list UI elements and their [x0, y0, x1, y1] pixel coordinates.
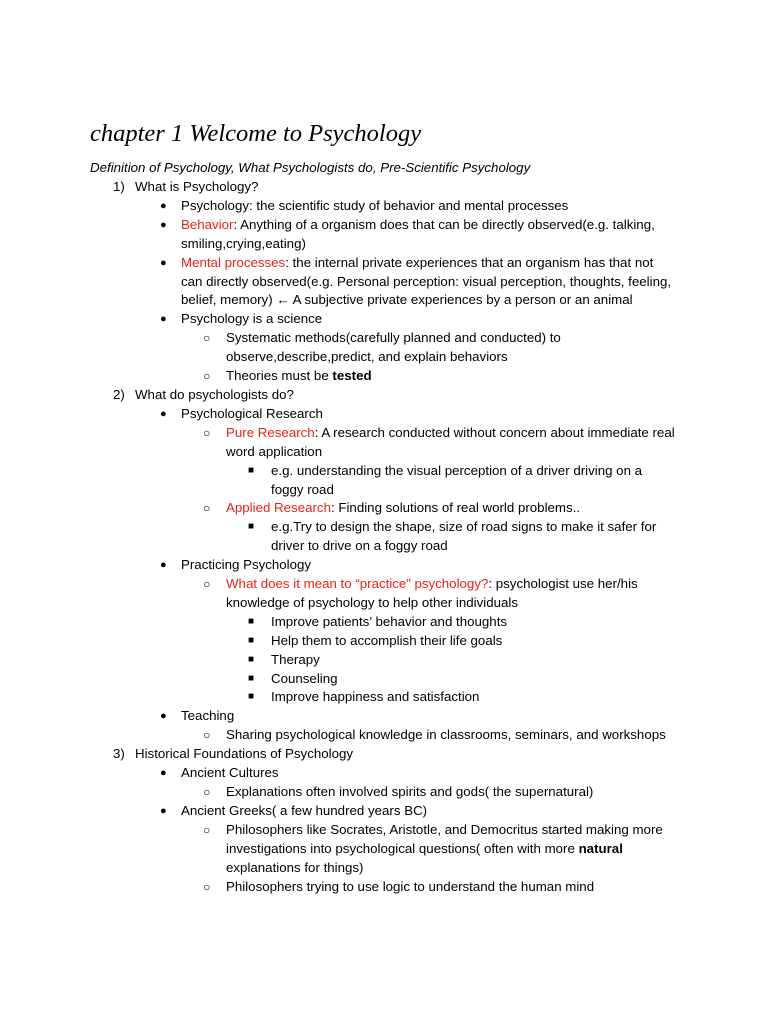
page-title: chapter 1 Welcome to Psychology	[90, 120, 422, 147]
list-item	[0, 254, 675, 311]
item-text: e.g. understanding the visual perception of a driver driving on a foggy road	[271, 462, 643, 497]
item-text: Psychology: the scientific study of behavior and mental processes	[181, 197, 569, 213]
sub-sub-list-item	[0, 670, 675, 689]
list-item	[0, 405, 675, 424]
section-heading: Historical Foundations of Psychology	[135, 746, 354, 762]
sub-list-item	[0, 821, 675, 878]
key-term: Behavior	[181, 216, 234, 232]
list-item	[0, 216, 675, 254]
section-what-is-psychology	[0, 178, 675, 197]
item-text: Psychological Research	[181, 405, 323, 421]
item-text: Sharing psychological knowledge in classrooms, seminars, and workshops	[226, 727, 666, 743]
bullet-marker: ●	[160, 256, 167, 269]
list-item	[0, 197, 675, 216]
sub-list-item	[0, 329, 675, 367]
sub-list-item	[0, 575, 675, 613]
square-marker: ■	[248, 672, 255, 684]
square-marker: ■	[248, 653, 255, 665]
sub-list-item	[0, 878, 675, 897]
list-item	[0, 802, 675, 821]
circle-marker: ○	[203, 425, 211, 440]
bullet-marker: ●	[160, 710, 167, 723]
sub-list-item	[0, 783, 675, 802]
section-what-psychologists-do	[0, 386, 675, 405]
list-number: 3)	[113, 746, 125, 762]
bullet-marker: ●	[160, 199, 167, 212]
item-text: Counseling	[271, 670, 338, 686]
sub-sub-list-item	[0, 518, 675, 556]
square-marker: ■	[248, 691, 255, 703]
list-item	[0, 764, 675, 783]
bullet-marker: ●	[160, 218, 167, 231]
sub-list-item	[0, 367, 675, 386]
item-text: Practicing Psychology	[181, 557, 312, 573]
sub-sub-list-item	[0, 688, 675, 707]
circle-marker: ○	[203, 785, 211, 799]
circle-marker: ○	[203, 822, 211, 837]
section-historical-foundations	[0, 745, 675, 764]
sub-list-item	[0, 424, 675, 462]
item-text: Ancient Cultures	[181, 765, 279, 781]
square-marker: ■	[248, 634, 255, 646]
sub-list-item	[0, 726, 675, 745]
square-marker: ■	[248, 464, 255, 476]
bold-term: natural	[578, 840, 623, 856]
bold-term: tested	[332, 368, 372, 384]
page-subtitle: Definition of Psychology, What Psychologists do, Pre-Scientific Psychology	[90, 160, 531, 175]
section-heading: What is Psychology?	[135, 179, 259, 194]
item-text: Improve happiness and satisfaction	[271, 689, 480, 705]
sub-list-item	[0, 499, 675, 518]
circle-marker: ○	[203, 728, 211, 743]
item-text: Theories must be	[226, 368, 333, 384]
item-text: Philosophers like Socrates, Aristotle, and Democritus started making more investigations into psychological questions( often with more	[226, 821, 663, 856]
item-text: : the internal private experiences that an organism has that not can directly observed(e.g. Personal perception: visual perception, thoughts, feeling, belief, memory) ← A subjective private experiences by a person or an animal	[181, 254, 672, 308]
circle-marker: ○	[203, 369, 211, 384]
bullet-marker: ●	[160, 767, 167, 780]
list-number: 1)	[113, 179, 125, 194]
item-text: Psychology is a science	[181, 311, 323, 327]
sub-sub-list-item	[0, 613, 675, 632]
item-text: Therapy	[271, 651, 320, 667]
item-text: Ancient Greeks( a few hundred years BC)	[181, 802, 428, 818]
item-text: e.g.Try to design the shape, size of road signs to make it safer for driver to drive on a foggy road	[271, 519, 657, 554]
item-text: Teaching	[181, 708, 235, 724]
item-text: Help them to accomplish their life goals	[271, 632, 503, 648]
key-term: What does it mean to “practice” psychology?	[226, 576, 489, 592]
item-text: : psychologist use her/his knowledge of psychology to help other individuals	[226, 576, 638, 610]
circle-marker: ○	[203, 331, 211, 346]
list-item	[0, 556, 675, 575]
circle-marker: ○	[203, 879, 211, 894]
sub-sub-list-item	[0, 632, 675, 651]
item-text: : Anything of a organism does that can be directly observed(e.g. talking, smiling,crying,eating)	[181, 216, 655, 251]
item-text: Explanations often involved spirits and gods( the supernatural)	[226, 784, 594, 799]
square-marker: ■	[248, 615, 255, 627]
item-text: Philosophers trying to use logic to understand the human mind	[226, 878, 595, 894]
item-text: Systematic methods(carefully planned and conducted) to observe,describe,predict, and explain behaviors	[226, 330, 561, 365]
item-text: : A research conducted without concern about immediate real word application	[226, 424, 675, 459]
sub-sub-list-item	[0, 651, 675, 670]
key-term: Applied Research	[226, 500, 331, 516]
item-text: : Finding solutions of real world problems..	[330, 500, 581, 516]
key-term: Mental processes	[181, 254, 286, 270]
list-item	[0, 310, 675, 329]
list-number: 2)	[113, 386, 125, 402]
key-term: Pure Research	[226, 424, 315, 440]
bullet-marker: ●	[160, 804, 167, 817]
item-text: explanations for things)	[226, 859, 364, 875]
circle-marker: ○	[203, 577, 211, 592]
section-heading: What do psychologists do?	[135, 386, 294, 402]
square-marker: ■	[248, 521, 255, 533]
bullet-marker: ●	[160, 407, 167, 420]
item-text: Improve patients’ behavior and thoughts	[271, 613, 508, 629]
list-item	[0, 707, 675, 726]
bullet-marker: ●	[160, 559, 167, 572]
outline	[0, 178, 768, 896]
circle-marker: ○	[203, 501, 211, 516]
sub-sub-list-item	[0, 462, 675, 500]
bullet-marker: ●	[160, 313, 167, 326]
